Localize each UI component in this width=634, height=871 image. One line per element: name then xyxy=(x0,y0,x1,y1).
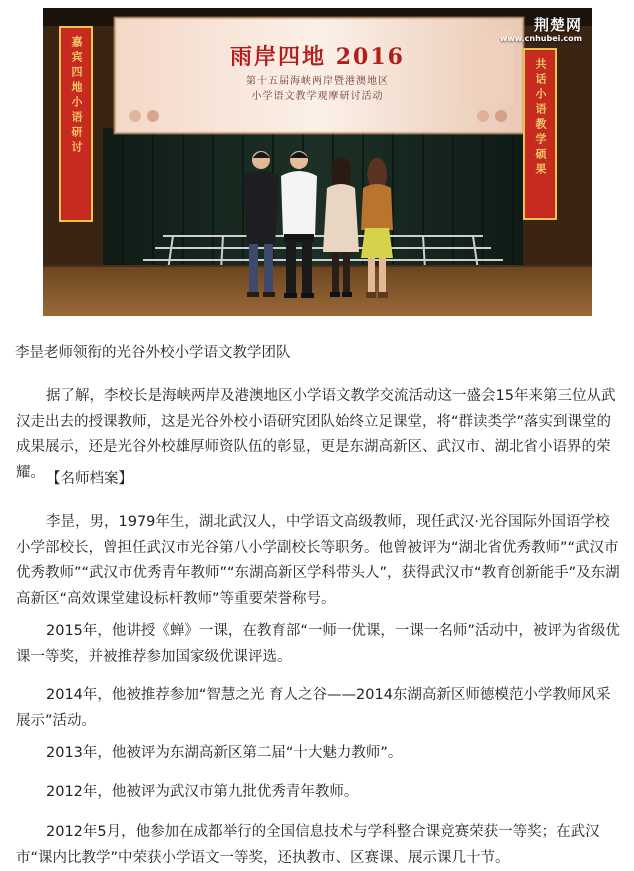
article-paragraph: 李昰，男，1979年生，湖北武汉人，中学语文高级教师，现任武汉·光谷国际外国语学校小学部校长，曾担任武汉市光谷第八小学副校长等职务。他曾被评为“湖北省优秀教师”“武汉市优秀教师”“武汉市优秀青年教师”“东湖高新区学科带头人”，获得武汉市“教育创新能手”及东湖高新区“高效课堂建设标杆教师”等重要荣誉称号。 xyxy=(16,514,620,607)
article-paragraph: 据了解，李校长是海峡两岸及港澳地区小学语文教学交流活动这一盛会15年来第三位从武汉走出去的授课教师，这是光谷外校小语研究团队始终立足课堂，将“群读类学”落实到课堂的成果展示，还是光谷外校雄厚师资队伍的彰显，更是东湖高新区、武汉市、湖北省小语界的荣耀。 xyxy=(16,388,616,481)
banner-subtitle-1: 第十五届海峡两岸暨港澳地区 xyxy=(246,76,389,87)
watermark-url: www.cnhubei.com xyxy=(499,34,582,43)
banner-title: 雨岸四地 2016 xyxy=(230,44,405,70)
article-paragraph: 2012年，他被评为武汉市第九批优秀青年教师。 xyxy=(46,784,359,800)
article-paragraph: 2015年，他讲授《蝉》一课，在教育部“一师一优课，一课一名师”活动中，被评为省级优课一等奖，并被推荐参加国家级优课评选。 xyxy=(16,623,620,665)
right-scroll-text: 共话小语教学硕果 xyxy=(534,58,547,178)
article-photo xyxy=(43,8,592,316)
article-paragraph: 2014年，他被推荐参加“智慧之光 育人之谷——2014东湖高新区师德模范小学教师风采展示”活动。 xyxy=(16,687,611,729)
site-watermark xyxy=(500,14,582,43)
right-scroll xyxy=(523,48,557,220)
watermark-name: 荆楚网 xyxy=(533,16,582,34)
stage-floor xyxy=(43,266,592,316)
article-paragraph: 2013年，他被评为东湖高新区第二届“十大魅力教师”。 xyxy=(46,745,403,761)
banner-subtitle-2: 小学语文教学观摩研讨活动 xyxy=(251,91,384,102)
article-paragraph: 2012年5月，他参加在成都举行的全国信息技术与学科整合课竞赛荣获一等奖；在武汉市“课内比教学”中荣获小学语文一等奖，还执教市、区赛课、展示课几十节。 xyxy=(16,824,600,866)
left-scroll-text: 嘉宾四地小语研讨 xyxy=(70,36,83,156)
left-scroll xyxy=(59,26,93,222)
section-heading: 【名师档案】 xyxy=(46,471,133,487)
photo-caption: 李昰老师领衔的光谷外校小学语文教学团队 xyxy=(15,345,291,361)
